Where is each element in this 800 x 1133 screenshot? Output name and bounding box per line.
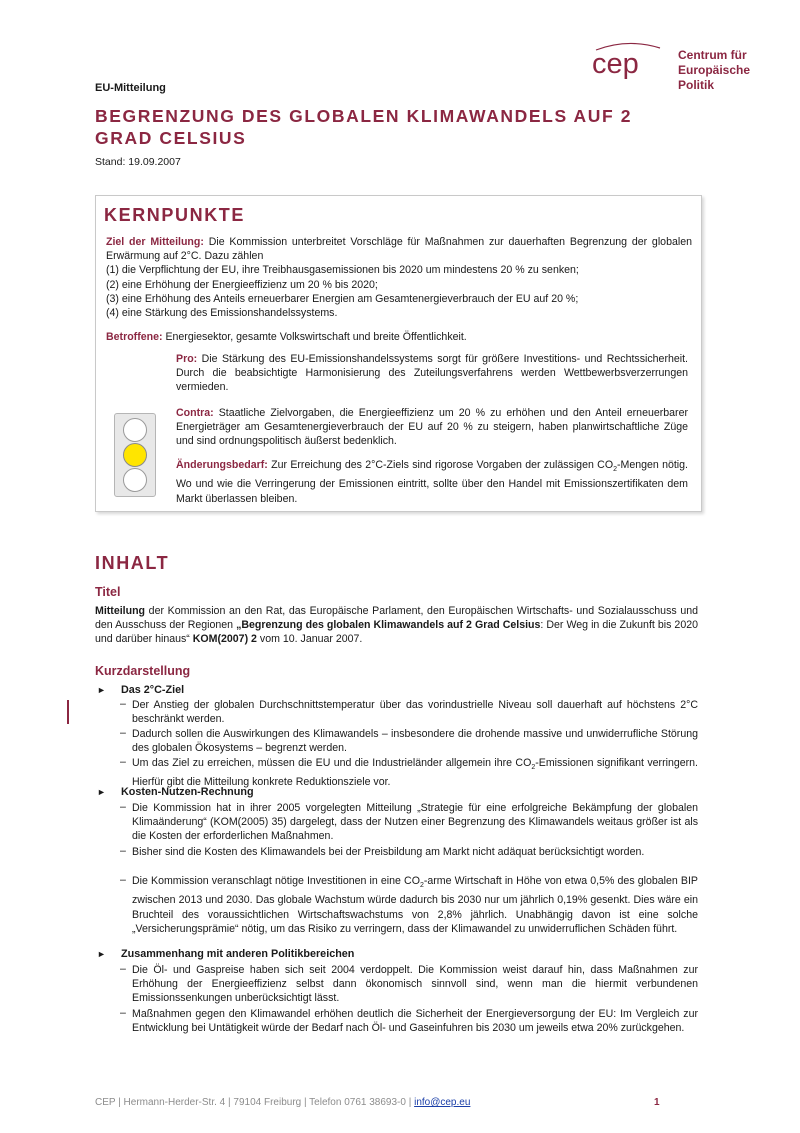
dash-icon: – [120, 727, 126, 739]
inhalt-heading: INHALT [95, 553, 170, 573]
list-item: Die Kommission hat in ihrer 2005 vorgelegten Mitteilung „Strategie für eine erfolgreiche Bekämpfung der globalen Klimaänderung“ (KOM(2005) 35) dargelegt, dass der Nutzen einer Begrenzung des Klimawandels weitaus größer ist als die Kosten der erforderlichen Maßnahmen. [132, 802, 698, 843]
arrow-icon: ► [97, 787, 106, 797]
section-bullet [97, 786, 254, 798]
dash-icon: – [120, 1007, 126, 1019]
section-bullet [97, 684, 185, 696]
betroffene-section [106, 330, 692, 344]
cep-logo [588, 36, 668, 82]
pro-label: Pro: [176, 353, 198, 365]
footer-address: CEP | Hermann-Herder-Str. 4 | 79104 Freiburg | Telefon 0761 38693-0 | info@cep.eu [95, 1097, 471, 1108]
list-item: Die Kommission veranschlagt nötige Investitionen in eine $CO_2$-arme Wirtschaft in Höhe von etwa 0,5% des globalen BIP zwischen 2013 und 2030. Das globale Wachstum würde dadurch bis 2030 nur um jährlich 0,19% gesenkt. Dies wäre ein Bruchteil des voraussichtlichen Wirtschaftswachstums von 2,8% jährlich. Unabhängig davon ist eine solche „Versicherungsprämie“ nötig, um das Risiko zu verringern, dass der Klimawandel zu unwiderruflichen Schäden führt. [132, 875, 698, 935]
ziel-item: (4) eine Stärkung des Emissionshandelssystems. [106, 307, 338, 320]
list-item: Bisher sind die Kosten des Klimawandels bei der Preisbildung am Markt nicht adäquat berücksichtigt worden. [132, 846, 645, 858]
document-title: BEGRENZUNG DES GLOBALEN KLIMAWANDELS AUF 2 GRAD CELSIUS [95, 106, 633, 148]
dash-icon: – [120, 698, 126, 710]
logo-wordmark: cep [592, 48, 639, 80]
ziel-item: (1) die Verpflichtung der EU, ihre Treibhausgasemissionen bis 2020 um mindestens 20 % zu senken; [106, 264, 579, 277]
list-item: Der Anstieg der globalen Durchschnittstemperatur über das vorindustrielle Niveau soll dauerhaft auf höchstens 2°C beschränkt werden. [132, 699, 698, 726]
page-number: 1 [654, 1097, 660, 1108]
dash-icon: – [120, 756, 126, 768]
aenderungsbedarf-section: Änderungsbedarf: Zur Erreichung des 2°C-Ziels sind rigorose Vorgaben der zulässigen $CO_2$-Mengen nötig. Wo und wie die Verringerung der Emissionen eintritt, sollte über den Handel mit Emissionszertifikaten dem Markt überlassen bleiben. [176, 459, 688, 505]
list-item: Dadurch sollen die Auswirkungen des Klimawandels – insbesondere die drohende massive und unwiderrufliche Störung des globalen Ökosystems – begrenzt werden. [132, 728, 698, 755]
email-link[interactable]: info@cep.eu [414, 1097, 471, 1108]
change-bar [67, 700, 69, 724]
arrow-icon: ► [97, 949, 106, 959]
titel-paragraph: Mitteilung der Kommission an den Rat, das Europäische Parlament, den Europäischen Wirtschafts- und Sozialausschuss und den Ausschuss der Regionen „Begrenzung des globalen Klimawandels auf 2 Grad Celsius: Der Weg in die Zukunft bis 2020 und darüber hinaus“ KOM(2007) 2 vom 10. Januar 2007. [95, 605, 698, 646]
list-item: Um das Ziel zu erreichen, müssen die EU und die Industrieländer allgemein ihre $CO_2$-Emissionen signifikant verringern. Hierfür gibt die Mitteilung konkrete Reduktionsziele vor. [132, 757, 698, 789]
dash-icon: – [120, 801, 126, 813]
titel-heading: Titel [95, 585, 121, 599]
dash-icon: – [120, 963, 126, 975]
document-date: Stand: 19.09.2007 [95, 156, 181, 168]
ziel-item: (3) eine Erhöhung des Anteils erneuerbarer Energien am Gesamtenergieverbrauch der EU auf 20 %; [106, 292, 579, 305]
kernpunkte-heading: KERNPUNKTE [104, 205, 246, 225]
contra-text: Staatliche Zielvorgaben, die Energieeffizienz um 20 % zu erhöhen und den Anteil erneuerbarer Energieträger am Gesamtenergieverbrauch der EU auf 20 % zu steigern, haben planwirtschaftliche Züge und sind ordnungspolitisch äußerst bedenklich. [176, 407, 688, 448]
ziel-label: Ziel der Mitteilung: [106, 236, 204, 248]
arrow-icon: ► [97, 685, 106, 695]
section-bullet [97, 948, 355, 960]
pro-text: Die Stärkung des EU-Emissionshandelssystems sorgt für größere Investitions- und Rechtssicherheit. Durch die beabsichtigte Harmonisierung des Zuteilungsverfahrens werden Wettbewerbsverzerrungen vermieden. [176, 353, 688, 394]
aenderungsbedarf-label: Änderungsbedarf: [176, 459, 268, 471]
traffic-light-middle-lamp [123, 443, 147, 467]
ziel-item: (2) eine Erhöhung der Energieeffizienz um 20 % bis 2020; [106, 278, 378, 291]
list-item: Maßnahmen gegen den Klimawandel erhöhen deutlich die Sicherheit der Energieversorgung der EU: Im Vergleich zur Entwicklung bei Untätigkeit würde der Bedarf nach Öl- und Gaseinfuhren bis 2030 um jeweils etwa 20% zurückgehen. [132, 1008, 698, 1035]
section-title: Zusammenhang mit anderen Politikbereichen [121, 948, 355, 960]
pro-section [176, 352, 688, 395]
section-title: Kosten-Nutzen-Rechnung [121, 786, 254, 798]
list-item: Die Öl- und Gaspreise haben sich seit 2004 verdoppelt. Die Kommission weist darauf hin, dass Maßnahmen zur Erhöhung der Energieeffizienz selbst dann ökonomisch sinnvoll sind, wenn man die hiermit verbundenen Emissionssenkungen unberücksichtigt lässt. [132, 964, 698, 1005]
section-title: Das 2°C-Ziel [121, 684, 185, 696]
logo-tagline: Centrum für Europäische Politik [678, 48, 751, 92]
document-type: EU-Mitteilung [95, 82, 166, 94]
contra-section [176, 406, 688, 449]
dash-icon: – [120, 845, 126, 857]
ziel-text: Die Kommission unterbreitet Vorschläge für Maßnahmen zur dauerhaften Begrenzung der globalen Erwärmung auf 2°C. Dazu zählen [106, 236, 692, 263]
traffic-light-top-lamp [123, 418, 147, 442]
contra-label: Contra: [176, 407, 214, 419]
betroffene-label: Betroffene: [106, 331, 163, 343]
traffic-light-bottom-lamp [123, 468, 147, 492]
betroffene-text: Energiesektor, gesamte Volkswirtschaft und breite Öffentlichkeit. [162, 331, 467, 343]
kurzdarstellung-heading: Kurzdarstellung [95, 664, 191, 678]
dash-icon: – [120, 874, 126, 886]
ziel-section [106, 235, 692, 320]
traffic-light-icon [114, 413, 156, 497]
